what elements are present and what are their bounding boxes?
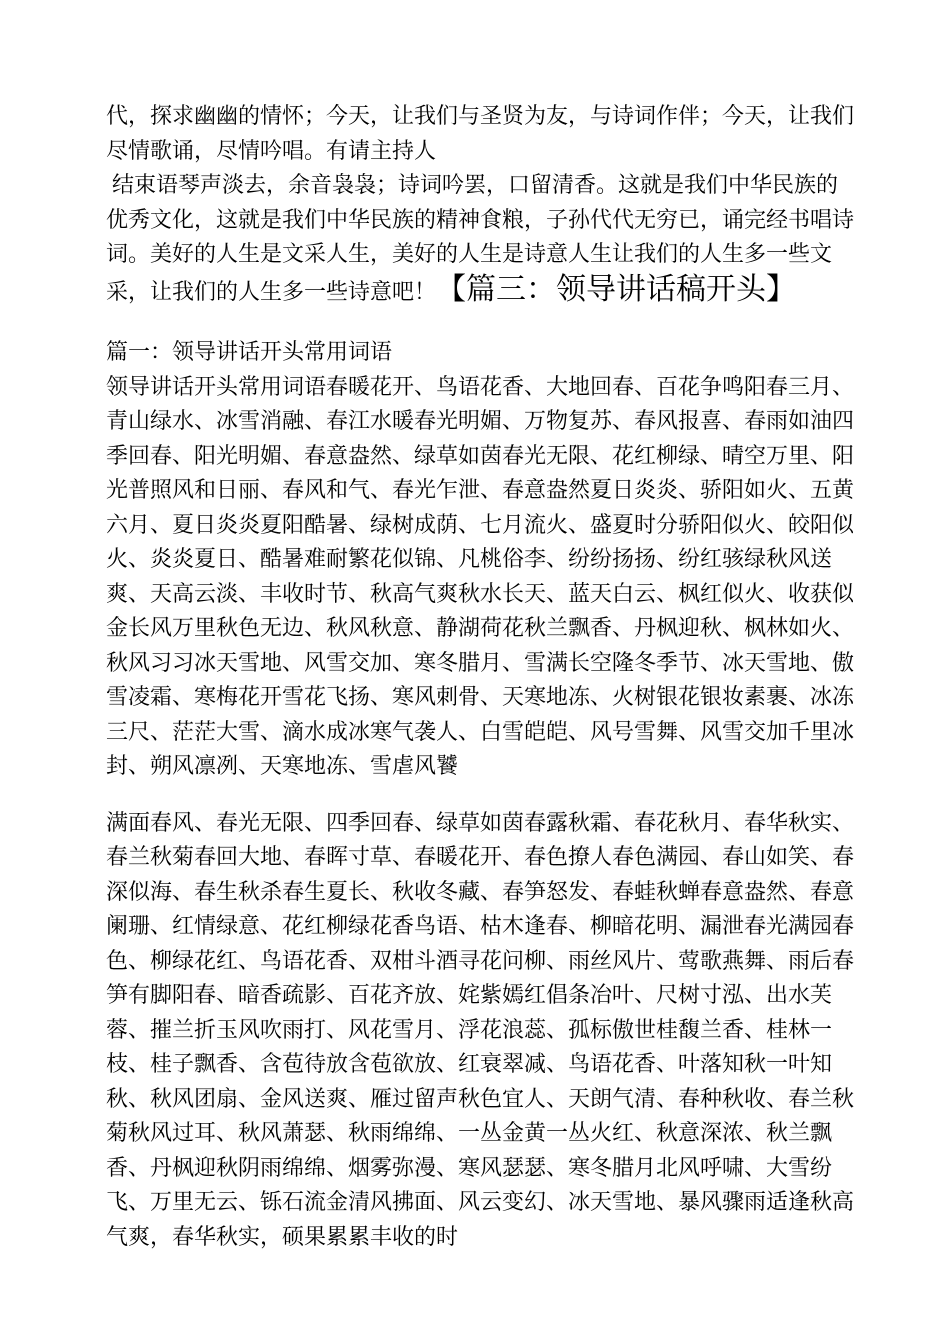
- section-heading-pian-san: 【篇三：领导讲话稿开头】: [436, 271, 797, 307]
- paragraph-phrase-list-1: 领导讲话开头常用词语春暖花开、鸟语花香、大地回春、百花争鸣阳春三月、青山绿水、冰雪消融、春江水暖春光明媚、万物复苏、春风报喜、春雨如油四季回春、阳光明媚、春意盎然、绿草如茵春光无限、花红柳绿、晴空万里、阳光普照风和日丽、春风和气、春光乍泄、春意盎然夏日炎炎、骄阳如火、五黄六月、夏日炎炎夏阳酷暑、绿树成荫、七月流火、盛夏时分骄阳似火、皎阳似火、炎炎夏日、酷暑难耐繁花似锦、凡桃俗李、纷纷扬扬、纷红骇绿秋风送爽、天高云淡、丰收时节、秋高气爽秋水长天、蓝天白云、枫红似火、收获似金长风万里秋色无边、秋风秋意、静湖荷花秋兰飘香、丹枫迎秋、枫林如火、秋风习习冰天雪地、风雪交加、寒冬腊月、雪满长空隆冬季节、冰天雪地、傲雪凌霜、寒梅花开雪花飞扬、寒风刺骨、天寒地冻、火树银花银妆素裹、冰冻三尺、茫茫大雪、滴水成冰寒气袭人、白雪皑皑、风号雪舞、风雪交加千里冰封、朔风凛冽、天寒地冻、雪虐风饕: [106, 374, 855, 779]
- paragraph-phrase-list-2: 满面春风、春光无限、四季回春、绿草如茵春露秋霜、春花秋月、春华秋实、春兰秋菊春回大地、春晖寸草、春暖花开、春色撩人春色满园、春山如笑、春深似海、春生秋杀春生夏长、秋收冬藏、春笋怒发、春蛙秋蝉春意盎然、春意阑珊、红情绿意、花红柳绿花香鸟语、枯木逢春、柳暗花明、漏泄春光满园春色、柳绿花红、鸟语花香、双柑斗酒寻花问柳、雨丝风片、莺歌燕舞、雨后春笋有脚阳春、暗香疏影、百花齐放、姹紫嫣红倡条冶叶、尺树寸泓、出水芙蓉、摧兰折玉风吹雨打、风花雪月、浮花浪蕊、孤标傲世桂馥兰香、桂林一枝、桂子飘香、含苞待放含苞欲放、红衰翠减、鸟语花香、叶落知秋一叶知秋、秋风团扇、金风送爽、雁过留声秋色宜人、天朗气清、春种秋收、春兰秋菊秋风过耳、秋风萧瑟、秋雨绵绵、一丛金黄一丛火红、秋意深浓、秋兰飘香、丹枫迎秋阴雨绵绵、烟雾弥漫、寒风瑟瑟、寒冬腊月北风呼啸、大雪纷飞、万里无云、铄石流金清风拂面、风云变幻、冰天雪地、暴风骤雨适逢秋高气爽，春华秋实，硕果累累丰收的时: [106, 810, 855, 1250]
- paragraph-opening: 代，探求幽幽的情怀；今天，让我们与圣贤为友，与诗词作伴；今天，让我们尽情歌诵，尽情吟唱。有请主持人: [106, 104, 855, 164]
- section-title: 篇一：领导讲话开头常用词语: [106, 340, 393, 365]
- paragraph-closing: [106, 169, 856, 310]
- spacer: [106, 310, 856, 336]
- closing-text: 结束语琴声淡去，余音袅袅；诗词吟罢，口留清香。这就是我们中华民族的优秀文化，这就是我们中华民族的精神食粮，子孙代代无穷已，诵完经书唱诗词。美好的人生是文采人生，美好的人生是诗意人生让我们的人生多一些文采，让我们的人生多一些诗意吧！: [106, 173, 855, 305]
- spacer: [106, 785, 856, 807]
- document-page: [106, 100, 856, 1255]
